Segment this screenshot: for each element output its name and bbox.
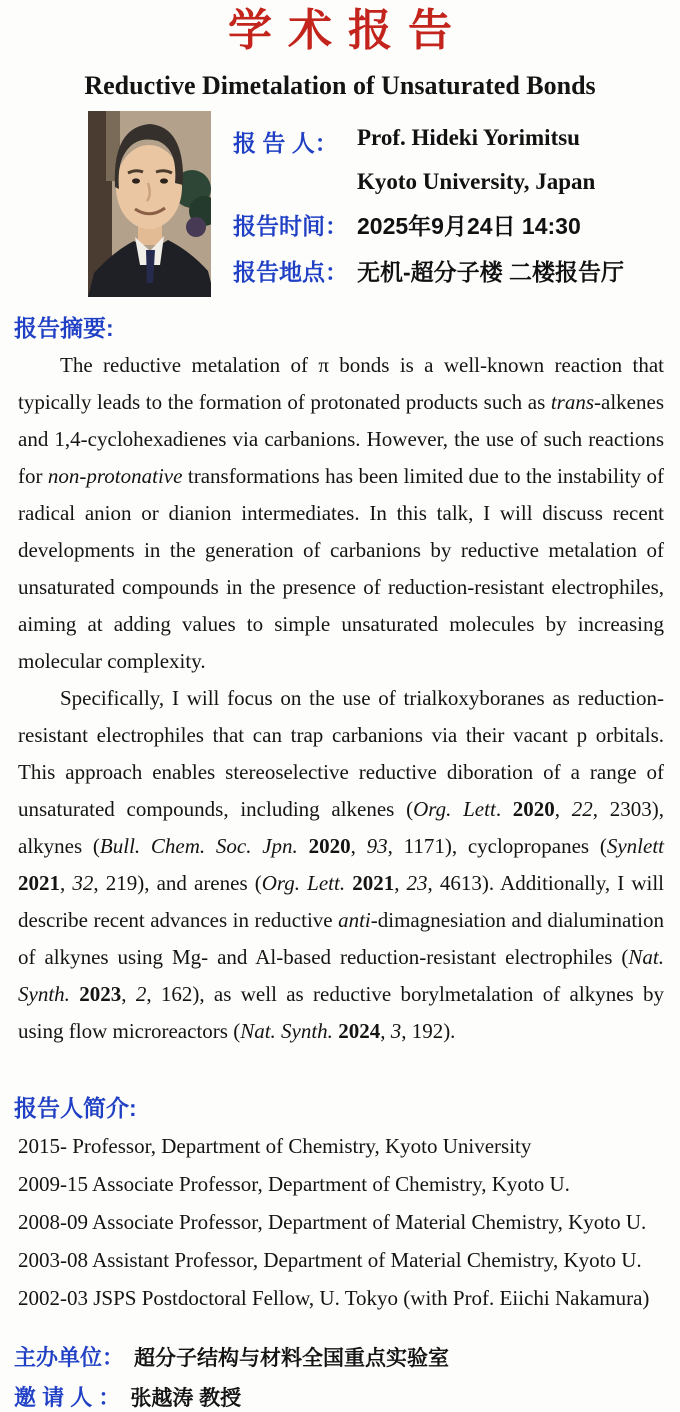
speaker-portrait-illustration — [88, 111, 211, 297]
bio-item-2002-03: 2002-03 JSPS Postdoctoral Fellow, U. Tokyo (with Prof. Eiichi Nakamura) — [18, 1285, 650, 1310]
location-label: 报告地点： — [233, 258, 348, 285]
bio-item-2009-15: 2009-15 Associate Professor, Department of Chemistry, Kyoto U. — [18, 1171, 570, 1196]
talk-title: Reductive Dimetalation of Unsaturated Bonds — [84, 70, 596, 100]
speaker-info-section — [88, 111, 680, 300]
organizer-row — [14, 1341, 680, 1372]
page-title: 学术报告 — [228, 5, 468, 56]
speaker-label: 报 告 人： — [233, 129, 338, 156]
speaker-value — [357, 125, 595, 195]
time-value: 2025年9月24日 14:30 — [357, 212, 581, 239]
abstract-paragraph-2: Specifically, I will focus on the use of trialkoxyboranes as reduction-resistant electrophiles that can trap carbanions via their vacant p orbitals. This approach enables stereoselective reductive diboration of a range of unsaturated compounds, including alkenes (Org. Lett. 2020, 22, 2303), alkynes (Bull. Chem. Soc. Jpn. 2020, 93, 1171), cyclopropanes (Synlett 2021, 32, 219), and arenes (Org. Lett. 2021, 23, 4613). Additionally, I will describe recent advances in reductive anti-dimagnesiation and dialumination of alkynes using Mg- and Al-based reduction-resistant electrophiles (Nat. Synth. 2023, 2, 162), as well as reductive borylmetalation of alkynes by using flow microreactors (Nat. Synth. 2024, 3, 192). — [18, 685, 665, 1043]
time-label: 报告时间： — [233, 212, 348, 239]
speaker-name: Prof. Hideki Yorimitsu — [357, 124, 580, 150]
inviter-row — [14, 1381, 680, 1412]
location-row — [233, 254, 624, 287]
bio-item-2015: 2015- Professor, Department of Chemistry, Kyoto University — [18, 1133, 532, 1158]
speaker-row — [233, 125, 624, 195]
bio-item-2008-09: 2008-09 Associate Professor, Department of Material Chemistry, Kyoto U. — [18, 1209, 647, 1234]
lecture-poster — [0, 5, 680, 1410]
inviter-label: 邀 请 人 ： — [14, 1384, 121, 1410]
speaker-photo — [88, 111, 211, 297]
time-row — [233, 208, 624, 241]
abstract-section — [0, 310, 680, 1050]
organizer-label: 主办单位： — [14, 1344, 125, 1370]
bio-heading: 报告人简介: — [14, 1094, 137, 1121]
bio-item-2003-08: 2003-08 Assistant Professor, Department of Material Chemistry, Kyoto U. — [18, 1247, 642, 1272]
inviter-value: 张越涛 教授 — [130, 1386, 242, 1410]
speaker-info-rows — [233, 111, 624, 300]
organizer-value: 超分子结构与材料全国重点实验室 — [134, 1346, 450, 1370]
bio-section — [0, 1090, 680, 1317]
speaker-affiliation: Kyoto University, Japan — [357, 168, 596, 194]
abstract-paragraph-1: The reductive metalation of π bonds is a well-known reaction that typically leads to the formation of protonated products such as trans-alkenes and 1,4-cyclohexadienes via carbanions. However, the use of such reactions for non-protonative transformations has been limited due to the instability of radical anion or dianion intermediates. In this talk, I will discuss recent developments in the generation of carbanions by reductive metalation of unsaturated compounds in the presence of reduction-resistant electrophiles, aiming at adding values to simple unsaturated molecules by increasing molecular complexity. — [18, 352, 664, 673]
location-value: 无机-超分子楼 二楼报告厅 — [357, 258, 625, 285]
abstract-heading: 报告摘要: — [14, 314, 114, 341]
footer-section — [14, 1341, 680, 1412]
